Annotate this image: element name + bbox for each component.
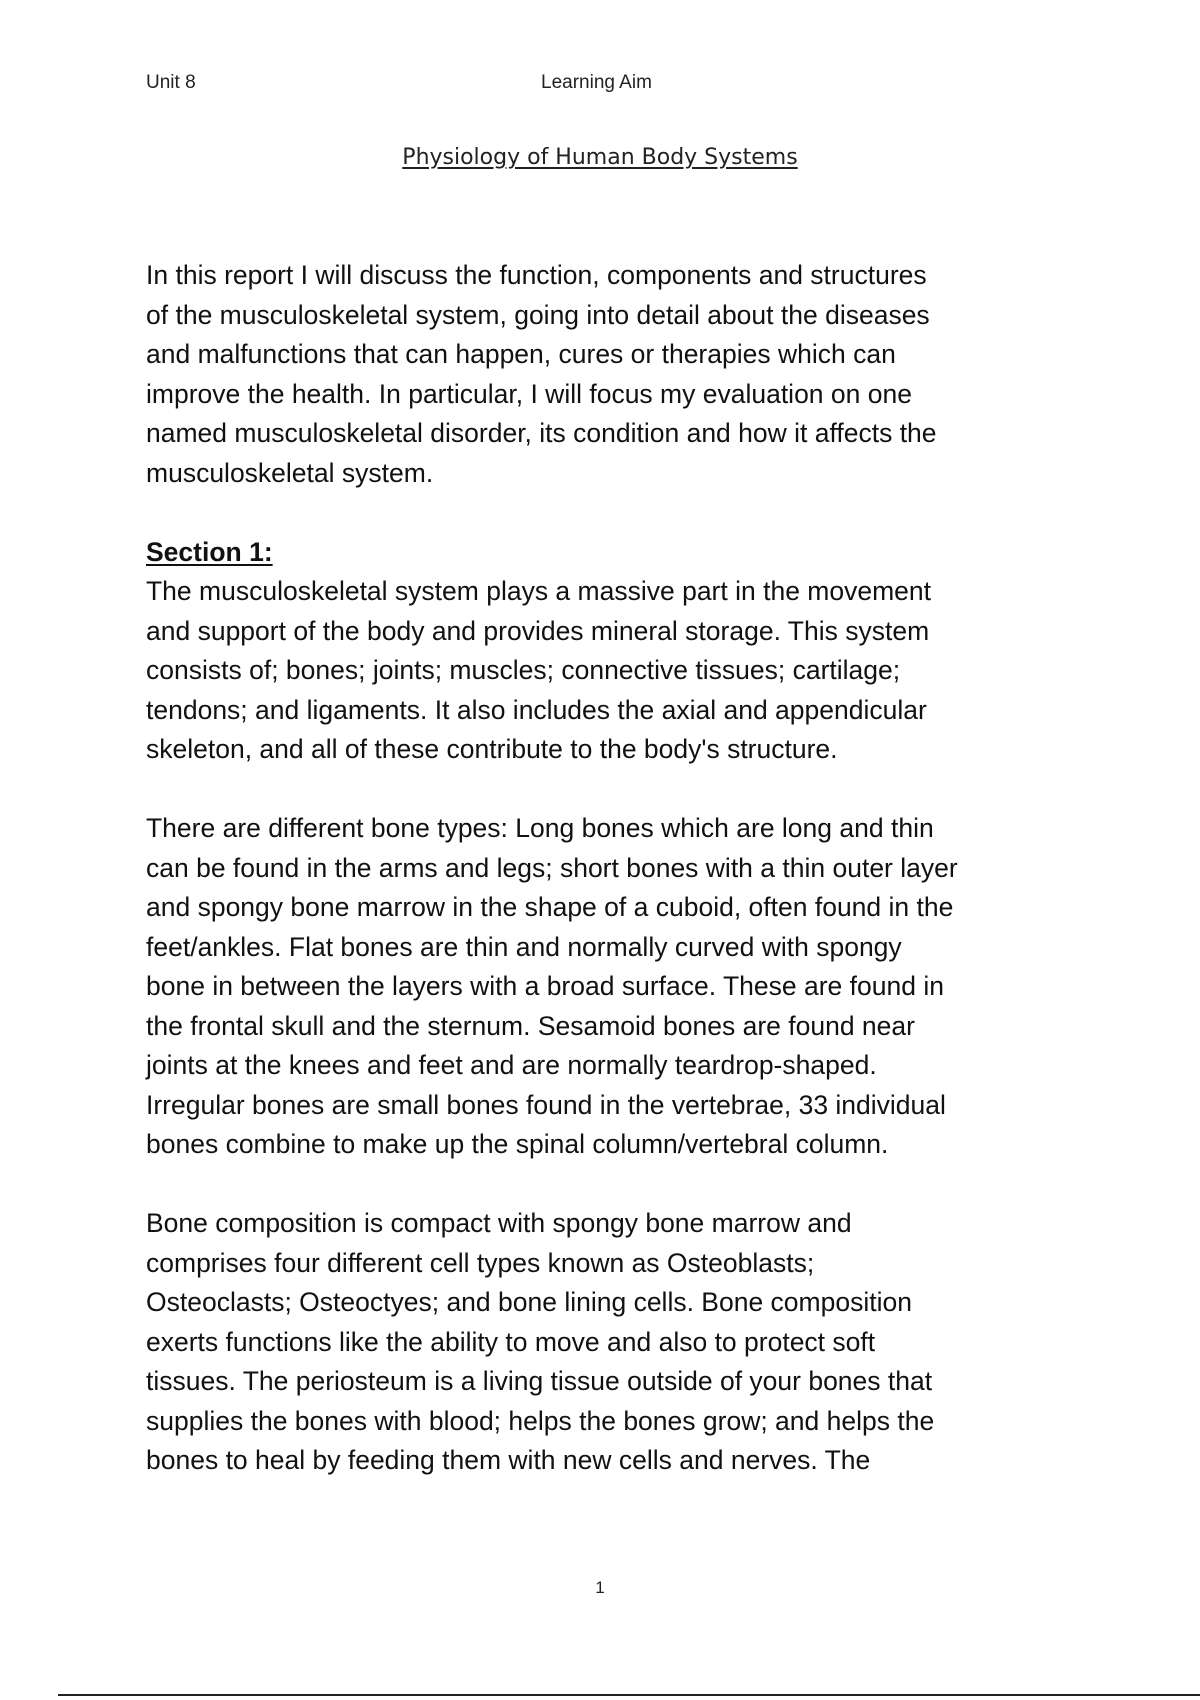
document-title: Physiology of Human Body Systems — [402, 145, 798, 170]
text-line: of the musculoskeletal system, going into detail about the diseases — [146, 299, 930, 330]
text-line: musculoskeletal system. — [146, 457, 434, 488]
section-1-heading: Section 1: — [146, 536, 273, 567]
text-line: bones to heal by feeding them with new cells and nerves. The — [146, 1445, 871, 1475]
text-line: and spongy bone marrow in the shape of a cuboid, often found in the — [146, 892, 954, 922]
text-line: the frontal skull and the sternum. Sesamoid bones are found near — [146, 1010, 915, 1041]
text-line: comprises four different cell types known as Osteoblasts; — [146, 1247, 815, 1278]
text-line: tissues. The periosteum is a living tissue outside of your bones that — [146, 1366, 933, 1396]
text-line: feet/ankles. Flat bones are thin and normally curved with spongy — [146, 931, 902, 962]
document-body — [146, 256, 1076, 1520]
section-1-paragraph-3 — [146, 1204, 1076, 1481]
header-learning-aim: Learning Aim — [541, 72, 652, 93]
text-line: The musculoskeletal system plays a massive part in the movement — [146, 576, 932, 606]
text-line: skeleton, and all of these contribute to the body's structure. — [146, 734, 838, 764]
text-line: Irregular bones are small bones found in the vertebrae, 33 individual — [146, 1089, 946, 1120]
text-line: consists of; bones; joints; muscles; connective tissues; cartilage; — [146, 655, 901, 685]
text-line: named musculoskeletal disorder, its condition and how it affects the — [146, 418, 937, 448]
text-line: supplies the bones with blood; helps the bones grow; and helps the — [146, 1405, 935, 1436]
text-line: bone in between the layers with a broad surface. These are found in — [146, 971, 944, 1001]
text-line: Osteoclasts; Osteoctyes; and bone lining cells. Bone composition — [146, 1287, 912, 1317]
intro-paragraph — [146, 256, 1076, 493]
text-line: improve the health. In particular, I will focus my evaluation on one — [146, 378, 912, 409]
text-line: In this report I will discuss the function, components and structures — [146, 260, 927, 290]
text-line: exerts functions like the ability to move and also to protect soft — [146, 1326, 876, 1357]
text-line: tendons; and ligaments. It also includes the axial and appendicular — [146, 694, 927, 725]
text-line: and malfunctions that can happen, cures or therapies which can — [146, 339, 896, 369]
section-1-paragraph-2 — [146, 809, 1076, 1165]
text-line: and support of the body and provides mineral storage. This system — [146, 615, 930, 646]
text-line: joints at the knees and feet and are normally teardrop-shaped. — [146, 1050, 877, 1080]
text-line: There are different bone types: Long bones which are long and thin — [146, 813, 934, 843]
page-number: 1 — [595, 1578, 605, 1597]
page-bottom-rule — [58, 1694, 1200, 1696]
header-unit: Unit 8 — [146, 72, 196, 93]
page-header — [146, 72, 1056, 98]
text-line: bones combine to make up the spinal column/vertebral column. — [146, 1129, 889, 1159]
text-line: Bone composition is compact with spongy bone marrow and — [146, 1208, 852, 1238]
section-1-paragraph-1 — [146, 533, 1076, 770]
text-line: can be found in the arms and legs; short bones with a thin outer layer — [146, 852, 958, 883]
